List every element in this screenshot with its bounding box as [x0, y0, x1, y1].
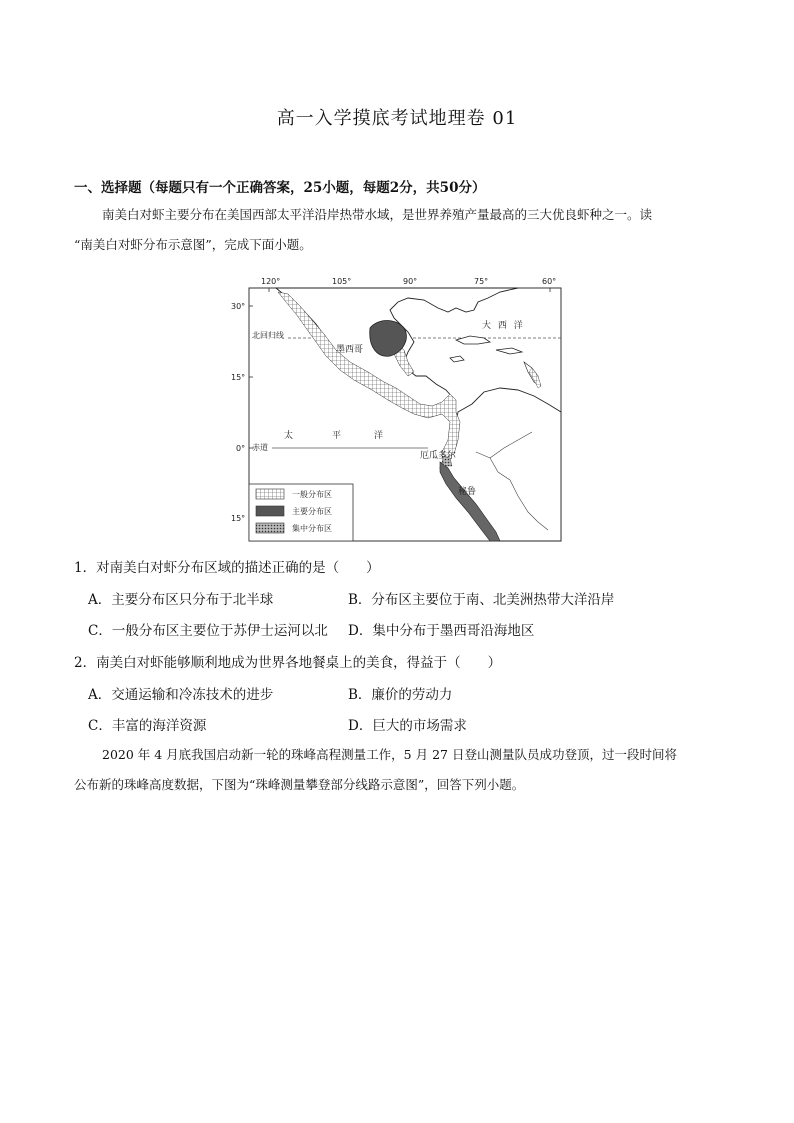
legend-main: 主要分布区 — [292, 507, 332, 516]
legend-swatch-concentrated — [256, 523, 284, 533]
question-1-stem: 1．对南美白对虾分布区域的描述正确的是（ ） — [74, 560, 380, 576]
legend-general: 一般分布区 — [292, 490, 332, 499]
lon-label-75: 75° — [474, 277, 489, 286]
label-pacific-3: 洋 — [374, 431, 386, 441]
lat-label-0: 0° — [236, 444, 246, 453]
intro-2-line-1: 2020 年 4 月底我国启动新一轮的珠峰高程测量工作，5 月 27 日登山测量队员成功登顶，过一段时间将 — [102, 747, 677, 762]
lon-label-120: 120° — [261, 277, 281, 286]
intro-paragraph-1 — [74, 200, 724, 260]
intro-1-line-2: “南美白对虾分布示意图”，完成下面小题。 — [74, 237, 312, 252]
label-ecuador: 厄瓜多尔 — [420, 451, 457, 461]
lon-label-90: 90° — [403, 277, 418, 286]
intro-2-line-2: 公布新的珠峰高度数据，下图为“珠峰测量攀登部分线路示意图”，回答下列小题。 — [74, 777, 525, 792]
lat-label-15n: 15° — [231, 373, 246, 382]
question-2-option-c[interactable]: C．丰富的海洋资源 — [88, 718, 207, 734]
tropic-label: 北回归线 — [252, 331, 284, 340]
label-peru: 秘鲁 — [458, 487, 477, 497]
lat-label-15s: 15° — [231, 514, 246, 523]
label-atlantic: 大 西 洋 — [482, 321, 525, 331]
lat-label-30n: 30° — [231, 302, 246, 311]
legend-swatch-general — [256, 489, 284, 499]
question-2-option-a[interactable]: A．交通运输和冷冻技术的进步 — [88, 687, 274, 703]
question-1-option-c[interactable]: C．一般分布区主要位于苏伊士运河以北 — [88, 623, 328, 639]
lon-label-60: 60° — [542, 277, 557, 286]
shrimp-distribution-map — [228, 272, 564, 544]
question-1-option-d[interactable]: D．集中分布于墨西哥沿海地区 — [348, 623, 535, 639]
intro-1-line-1: 南美白对虾主要分布在美国西部太平洋沿岸热带水域，是世界养殖产量最高的三大优良虾种之一。读 — [102, 207, 653, 222]
page-title: 高一入学摸底考试地理卷 01 — [276, 108, 518, 129]
question-1-option-a[interactable]: A．主要分布区只分布于北半球 — [88, 592, 274, 608]
question-2-option-b[interactable]: B．廉价的劳动力 — [348, 687, 453, 703]
question-2-option-d[interactable]: D．巨大的市场需求 — [348, 718, 467, 734]
intro-paragraph-2 — [74, 740, 724, 800]
question-1-option-b[interactable]: B．分布区主要位于南、北美洲热带大洋沿岸 — [348, 592, 615, 608]
section-heading: 一、选择题（每题只有一个正确答案，25小题，每题2分，共50分） — [74, 180, 486, 196]
question-2-stem: 2．南美白对虾能够顺利地成为世界各地餐桌上的美食，得益于（ ） — [74, 655, 502, 671]
legend-concentrated: 集中分布区 — [292, 524, 332, 533]
label-mexico: 墨西哥 — [336, 345, 364, 355]
lon-label-105: 105° — [332, 277, 352, 286]
legend-swatch-main — [256, 506, 284, 516]
label-pacific-1: 太 — [284, 431, 296, 441]
equator-label: 赤道 — [252, 443, 268, 452]
label-pacific-2: 平 — [332, 431, 344, 441]
